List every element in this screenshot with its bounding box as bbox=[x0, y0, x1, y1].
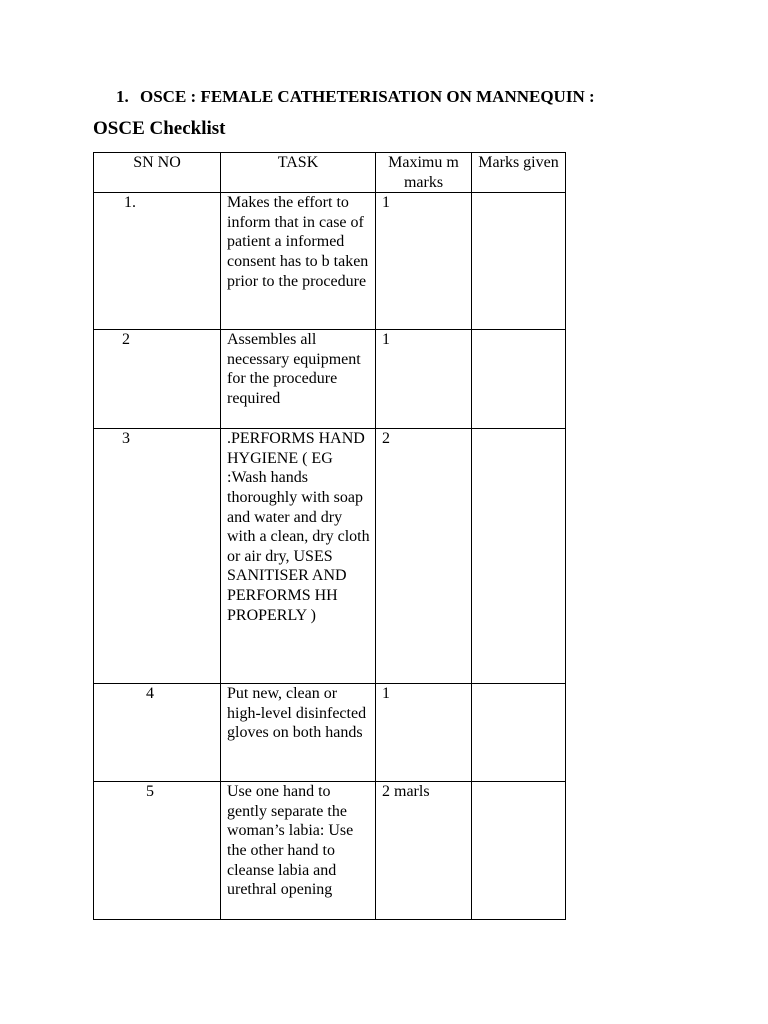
row-marks-given-cell bbox=[472, 193, 566, 330]
row-max-marks: 1 bbox=[382, 685, 390, 703]
document-heading bbox=[116, 87, 595, 107]
row-sn-cell bbox=[94, 782, 221, 920]
row-task: Put new, clean or high-level disinfected gloves on both hands bbox=[227, 685, 367, 742]
row-task-cell bbox=[221, 193, 376, 330]
table-row bbox=[94, 429, 566, 684]
row-sn: 4 bbox=[146, 685, 154, 703]
row-sn-cell bbox=[94, 684, 221, 782]
row-sn: 3 bbox=[122, 430, 130, 448]
row-max-marks: 2 bbox=[382, 430, 390, 448]
row-task: Makes the effort to inform that in case of patient a informed consent has to b taken prior to the procedure bbox=[227, 194, 369, 290]
table-row bbox=[94, 782, 566, 920]
row-task: Assembles all necessary equipment for the procedure required bbox=[227, 331, 361, 407]
row-max-marks-cell bbox=[376, 330, 472, 429]
header-marks-given-label: Marks given bbox=[478, 154, 559, 171]
row-sn-cell bbox=[94, 193, 221, 330]
checklist-title: OSCE Checklist bbox=[93, 118, 226, 139]
row-max-marks: 1 bbox=[382, 331, 390, 349]
header-task bbox=[221, 153, 376, 193]
row-max-marks-cell bbox=[376, 429, 472, 684]
header-max-marks-label: Maximu m marks bbox=[388, 154, 459, 191]
table-row bbox=[94, 330, 566, 429]
header-max-marks bbox=[376, 153, 472, 193]
row-max-marks-cell bbox=[376, 782, 472, 920]
row-sn-cell bbox=[94, 429, 221, 684]
row-marks-given-cell bbox=[472, 330, 566, 429]
header-sn-label: SN NO bbox=[133, 154, 181, 171]
row-sn: 1. bbox=[124, 194, 136, 212]
osce-checklist-table bbox=[93, 152, 566, 920]
heading-text: OSCE : FEMALE CATHETERISATION ON MANNEQUIN : bbox=[140, 87, 595, 106]
table-row bbox=[94, 193, 566, 330]
row-max-marks-cell bbox=[376, 684, 472, 782]
table-row bbox=[94, 684, 566, 782]
row-max-marks: 1 bbox=[382, 194, 390, 212]
row-task-cell bbox=[221, 684, 376, 782]
row-task-cell bbox=[221, 429, 376, 684]
header-marks-given bbox=[472, 153, 566, 193]
row-task-cell bbox=[221, 782, 376, 920]
header-sn bbox=[94, 153, 221, 193]
row-max-marks: 2 marls bbox=[382, 783, 430, 801]
table-header-row bbox=[94, 153, 566, 193]
row-task: .PERFORMS HAND HYGIENE ( EG :Wash hands thoroughly with soap and water and dry with a clean, dry cloth or air dry, USES SANITISER AND PERFORMS HH PROPERLY ) bbox=[227, 430, 370, 624]
row-task: Use one hand to gently separate the woman’s labia: Use the other hand to cleanse labia and urethral opening bbox=[227, 783, 354, 899]
row-task-cell bbox=[221, 330, 376, 429]
row-marks-given-cell bbox=[472, 782, 566, 920]
row-sn: 5 bbox=[146, 783, 154, 801]
heading-number: 1. bbox=[116, 87, 129, 106]
row-sn-cell bbox=[94, 330, 221, 429]
row-sn: 2 bbox=[122, 331, 130, 349]
row-marks-given-cell bbox=[472, 429, 566, 684]
header-task-label: TASK bbox=[277, 154, 319, 171]
row-marks-given-cell bbox=[472, 684, 566, 782]
row-max-marks-cell bbox=[376, 193, 472, 330]
